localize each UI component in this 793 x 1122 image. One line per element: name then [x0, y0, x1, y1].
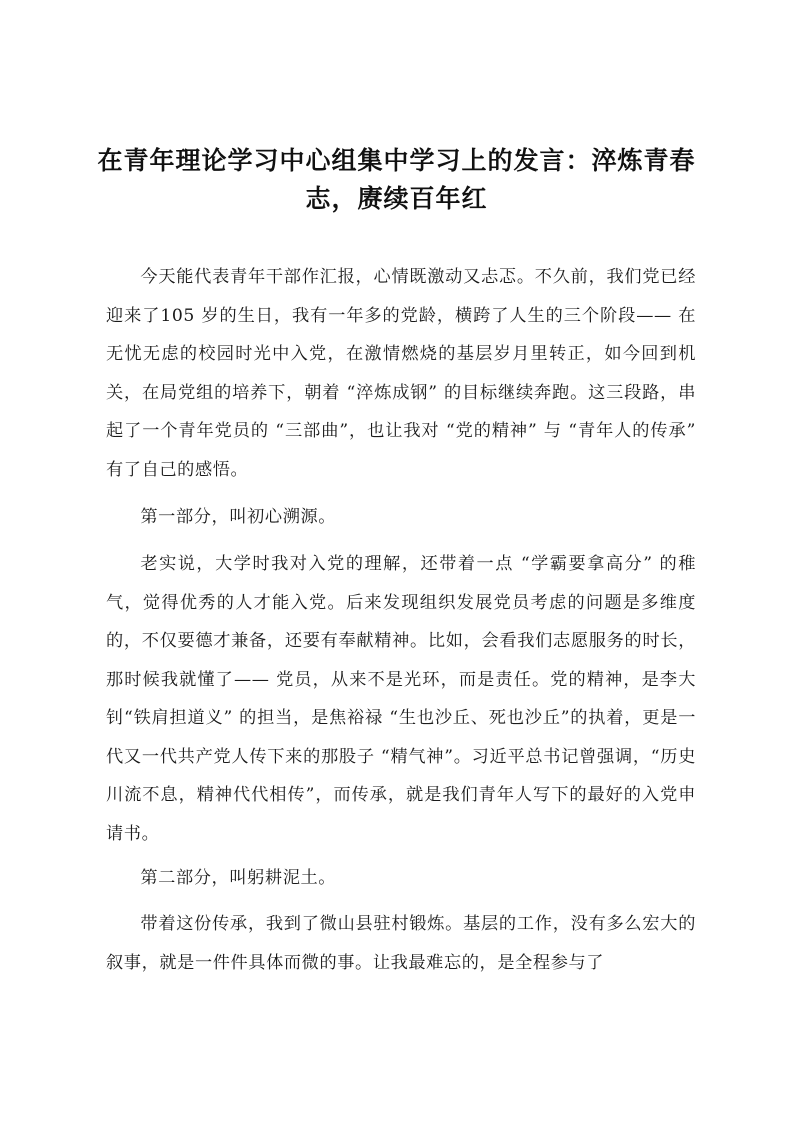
section-heading-part-one: 第一部分，叫初心溯源。 — [140, 507, 337, 527]
section-heading-part-two: 第二部分，叫躬耕泥土。 — [140, 868, 337, 888]
document-title: 在青年理论学习中心组集中学习上的发言：淬炼青春志，赓续百年红 — [97, 146, 696, 213]
paragraph-part-two: 带着这份传承，我到了微山县驻村锻炼。基层的工作，没有多么宏大的叙事，就是一件件具体而微的事。让我最难忘的，是全程参与了 — [106, 914, 696, 973]
paragraph-part-one: 老实说，大学时我对入党的理解，还带着一点 “学霸要拿高分” 的稚气，觉得优秀的人才能入党。后来发现组织发展党员考虑的问题是多维度的，不仅要德才兼备，还要有奉献精神。比如，会看我们志愿服务的时长，那时候我就懂了—— 党员，从来不是光环，而是责任。党的精神，是李大钊“铁肩担道义” 的担当，是焦裕禄 “生也沙丘、死也沙丘”的执着，更是一代又一代共产党人传下来的那股子 “精气神”。习近平总书记曾强调，“历史川流不息，精神代代相传”，而传承，就是我们青年人写下的最好的入党申请书。 — [106, 554, 696, 844]
paragraph-intro: 今天能代表青年干部作汇报，心情既激动又忐忑。不久前，我们党已经迎来了105 岁的生日，我有一年多的党龄，横跨了人生的三个阶段—— 在无忧无虑的校园时光中入党，在激情燃烧的基层岁月里转正，如今回到机关，在局党组的培养下，朝着 “淬炼成钢” 的目标继续奔跑。这三段路，串起了一个青年党员的 “三部曲”，也让我对 “党的精神” 与 “青年人的传承” 有了自己的感悟。 — [106, 267, 696, 480]
